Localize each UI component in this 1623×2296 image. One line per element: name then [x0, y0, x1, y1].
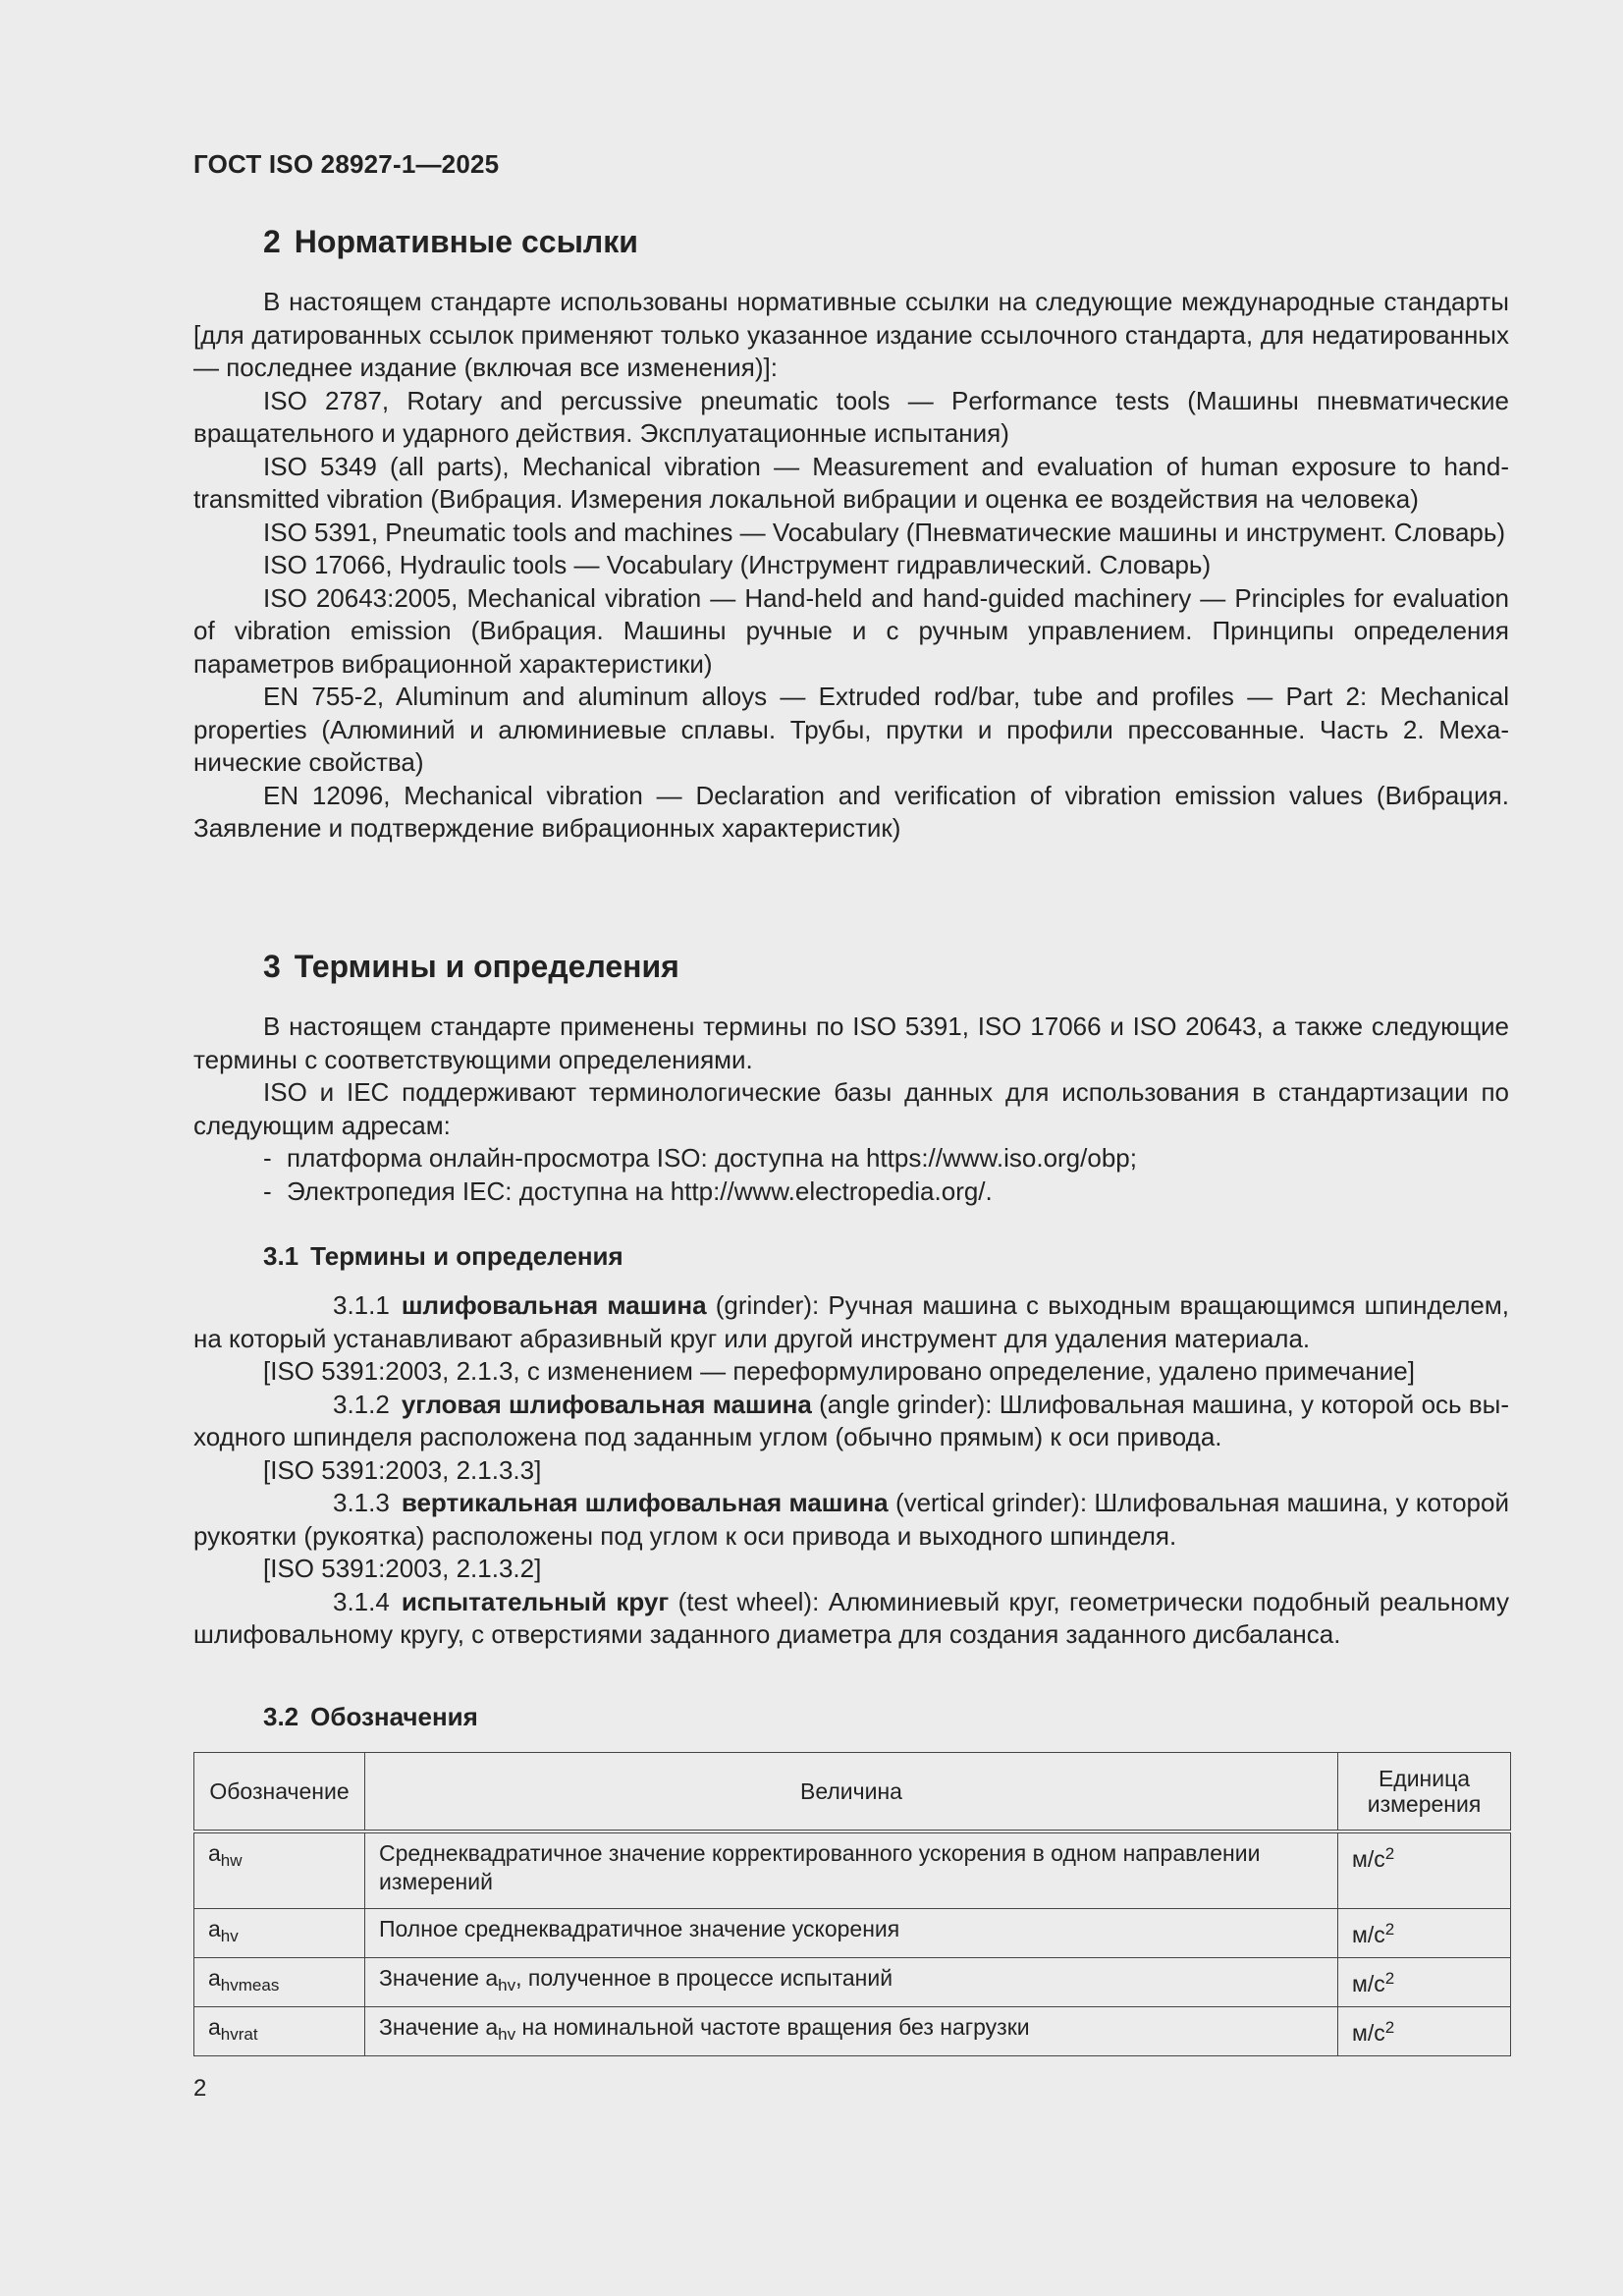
- term-source: [ISO 5391:2003, 2.1.3.3]: [263, 1454, 542, 1485]
- unit-cell: $м/с^2$: [1338, 1957, 1511, 2006]
- section-title: Термины и определения: [294, 949, 679, 984]
- section-2-body: [193, 286, 1509, 846]
- list-bullet: -: [263, 1175, 272, 1206]
- page-number: 2: [193, 2075, 207, 2102]
- term-name: угловая шлифовальная машина: [401, 1389, 812, 1419]
- subsection-title: Термины и определения: [310, 1241, 623, 1271]
- column-header-unit: Единица измерения: [1338, 1753, 1511, 1832]
- section-number: 2: [263, 224, 281, 259]
- term-name: испытательный круг: [401, 1586, 670, 1616]
- term-definition: (test wheel): Алюминиевый круг, геометрически подобный реальному шлифовальному кругу, с отверстиями заданного диаметра для создания заданного дисбаланса.: [193, 1586, 1509, 1649]
- normative-ref-item: ISO 5349 (all parts), Mechanical vibration — Measurement and evaluation of human exposure to hand-transmitted vibration (Вибрация. Измерения локальной вибрации и оценка ее воздействия на человека): [193, 451, 1509, 514]
- section-number: 3: [263, 949, 281, 984]
- symbol-cell: $a_{hvrat}$: [194, 2006, 365, 2055]
- quantity-cell: Среднеквадратичное значение корректированного ускорения в одном направлении измерений: [364, 1831, 1337, 1908]
- list-item-text: Электропедия IEC: доступна на http://www.electropedia.org/.: [287, 1175, 993, 1206]
- terms-intro: В настоящем стандарте применены термины по ISO 5391, ISO 17066 и ISO 20643, а также следующие термины с соответствующими определениями.: [193, 1011, 1509, 1074]
- column-header-symbol: Обозначение: [194, 1753, 365, 1832]
- term-definition: (vertical grinder): Шлифовальная машина, у которой рукоятки (рукоятка) расположены под углом к оси привода и выходного шпинделя.: [193, 1488, 1509, 1551]
- section-3-body: [193, 1011, 1509, 1208]
- normative-ref-item: ISO 5391, Pneumatic tools and machines — Vocabulary (Пневматические машины и инструмент. Словарь): [263, 517, 1506, 547]
- normative-ref-item: EN 12096, Mechanical vibration — Declaration and verification of vibration emission values (Вибрация. Заявление и подтверждение вибрационных характеристик): [193, 780, 1509, 843]
- term-definition: (angle grinder): Шлифовальная машина, у которой ось выходного шпинделя расположена под заданным углом (обычно прямым) к оси привода.: [193, 1389, 1509, 1451]
- term-number: 3.1.4: [333, 1586, 390, 1616]
- table-row: [194, 2006, 1511, 2055]
- term-number: 3.1.2: [333, 1389, 390, 1419]
- list-item-text: платформа онлайн-просмотра ISO: доступна на https://www.iso.org/obp;: [287, 1143, 1137, 1173]
- document-header: ГОСТ ISO 28927-1—2025: [193, 149, 500, 179]
- term-name: шлифовальная машина: [401, 1290, 707, 1320]
- subsection-number: 3.2: [263, 1702, 299, 1731]
- term-name: вертикальная шлифовальная машина: [401, 1488, 889, 1517]
- unit-cell: $м/с^2$: [1338, 1831, 1511, 1908]
- normative-ref-item: ISO 2787, Rotary and percussive pneumatic tools — Performance tests (Машины пневматические вращательного и ударного действия. Эксплуатационные испытания): [193, 385, 1509, 448]
- term-entry: [193, 1487, 1509, 1553]
- list-item: [193, 1175, 1509, 1209]
- list-bullet: -: [263, 1143, 272, 1173]
- subsection-title: Обозначения: [310, 1702, 478, 1731]
- table-row: [194, 1831, 1511, 1908]
- unit-cell: $м/с^2$: [1338, 2006, 1511, 2055]
- table-header-row: [194, 1753, 1511, 1832]
- term-entry: [193, 1289, 1509, 1355]
- subsection-3-1-heading: [263, 1241, 623, 1272]
- column-header-quantity: Величина: [364, 1753, 1337, 1832]
- section-2-heading: [263, 224, 638, 260]
- unit-cell: $м/с^2$: [1338, 1908, 1511, 1957]
- term-number: 3.1.1: [333, 1290, 390, 1320]
- normative-ref-item: ISO 17066, Hydraulic tools — Vocabulary (Инструмент гидравлический. Словарь): [263, 550, 1212, 579]
- quantity-cell: Полное среднеквадратичное значение ускорения: [364, 1908, 1337, 1957]
- term-definition: (grinder): Ручная машина с выходным вращающимся шпинделем, на который устанавливают абразивный круг или другой инструмент для удаления материала.: [193, 1290, 1509, 1353]
- term-source: [ISO 5391:2003, 2.1.3, с изменением — переформулировано определение, удалено примечание]: [263, 1356, 1415, 1386]
- symbol-cell: $a_{hvmeas}$: [194, 1957, 365, 2006]
- list-item: [193, 1142, 1509, 1175]
- normative-refs-intro: В настоящем стандарте использованы нормативные ссылки на следующие международные стандарты [для датированных ссылок применяют только указанное издание ссылочного стандарта, для недатированных — последнее издание (включая все изменения)]:: [193, 287, 1509, 382]
- table-row: [194, 1957, 1511, 2006]
- quantity-cell: Значение $a_{hv}$, полученное в процессе испытаний: [364, 1957, 1337, 2006]
- section-title: Нормативные ссылки: [294, 224, 638, 259]
- subsection-3-2-heading: [263, 1702, 478, 1732]
- symbol-cell: $a_{hw}$: [194, 1831, 365, 1908]
- quantity-cell: Значение $a_{hv}$ на номинальной частоте вращения без нагрузки: [364, 2006, 1337, 2055]
- normative-ref-item: ISO 20643:2005, Mechanical vibration — Hand-held and hand-guided machinery — Principles for evaluation of vibration emission (Вибрация. Машины ручные и с ручным управлением. Принципы определения параметров вибрационной характеристики): [193, 582, 1509, 679]
- section-3-heading: [263, 949, 679, 985]
- subsection-number: 3.1: [263, 1241, 299, 1271]
- term-number: 3.1.3: [333, 1488, 390, 1517]
- terms-list: [193, 1289, 1509, 1652]
- term-source: [ISO 5391:2003, 2.1.3.2]: [263, 1554, 542, 1583]
- term-entry: [193, 1586, 1509, 1652]
- symbols-table: [193, 1752, 1511, 2056]
- symbol-cell: $a_{hv}$: [194, 1908, 365, 1957]
- table-row: [194, 1908, 1511, 1957]
- term-entry: [193, 1389, 1509, 1454]
- terminology-db-intro: ISO и IEC поддерживают терминологические базы данных для использования в стандартизации по следующим адресам:: [193, 1077, 1509, 1140]
- normative-ref-item: EN 755-2, Aluminum and aluminum alloys — Extruded rod/bar, tube and profiles — Part 2: Mechanical properties (Алюминий и алюминиевые сплавы. Трубы, прутки и профили прессованные. Часть 2. Механические свойства): [193, 682, 1509, 777]
